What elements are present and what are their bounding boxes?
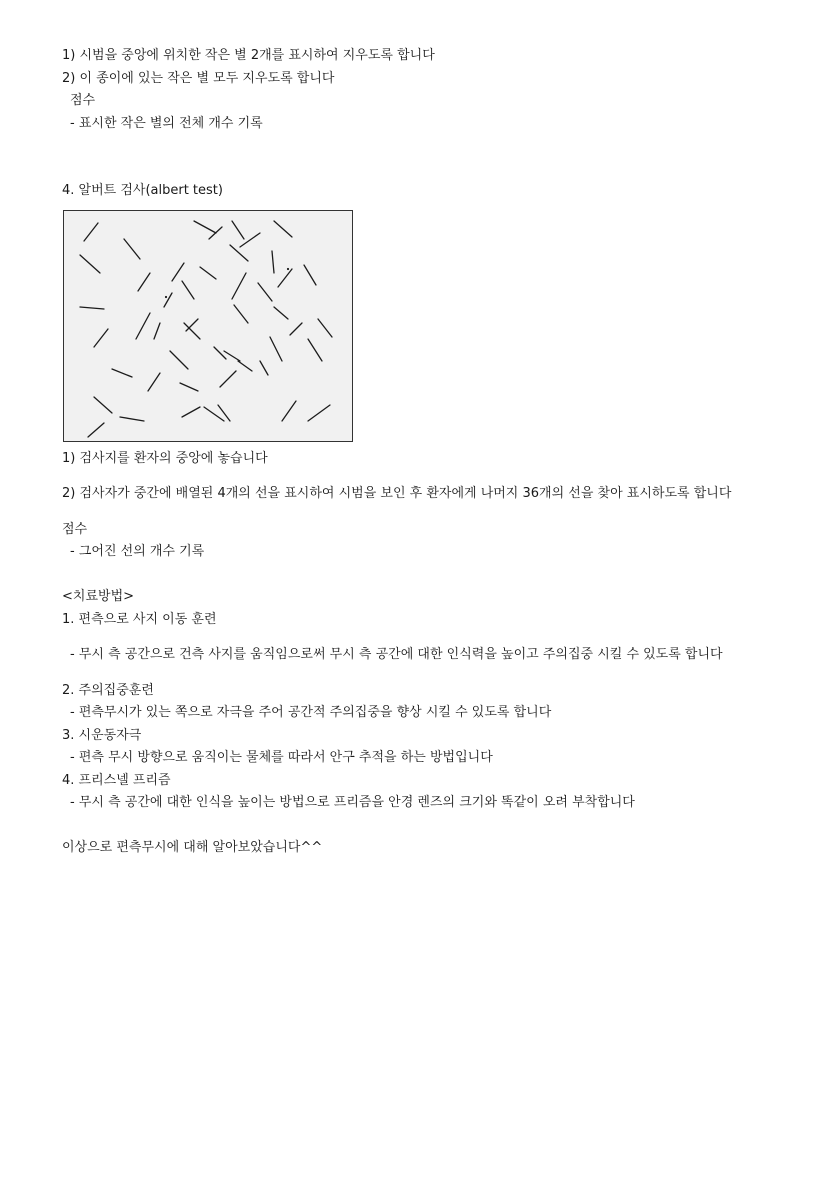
treatment-item-2-detail: - 편측무시가 있는 쪽으로 자극을 주어 공간적 주의집중을 향상 시킬 수 있도록 합니다 xyxy=(70,705,552,720)
albert-test-line xyxy=(84,223,98,241)
albert-test-line xyxy=(238,361,252,371)
albert-test-line xyxy=(182,407,200,417)
document-page xyxy=(62,45,797,860)
albert-test-line xyxy=(258,283,272,301)
albert-test-heading: 4. 알버트 검사(albert test) xyxy=(62,183,223,198)
albert-test-line xyxy=(170,351,188,369)
albert-test-line xyxy=(274,307,288,319)
albert-test-line xyxy=(290,323,302,335)
albert-test-line xyxy=(232,273,246,299)
albert-test-line xyxy=(182,281,194,299)
albert-test-line xyxy=(308,405,330,421)
treatment-item-1-title: 1. 편측으로 사지 이동 훈련 xyxy=(62,611,217,627)
treatment-item-3-title: 3. 시운동자극 xyxy=(62,727,142,743)
treatment-item-2-title: 2. 주의집중훈련 xyxy=(62,682,154,698)
albert-test-lines-image xyxy=(64,211,352,441)
albert-test-line xyxy=(94,329,108,347)
albert-test-line xyxy=(172,263,184,281)
albert-test-step-2: 2) 검사자가 중간에 배열된 4개의 선을 표시하여 시범을 보인 후 환자에게 나머지 36개의 선을 찾아 표시하도록 합니다 xyxy=(62,486,732,501)
star-test-score-label: 점수 xyxy=(70,93,96,108)
treatment-item-3-detail: - 편측 무시 방향으로 움직이는 물체를 따라서 안구 추적을 하는 방법입니다 xyxy=(70,750,493,765)
albert-test-line xyxy=(112,369,132,377)
albert-test-line xyxy=(88,423,104,437)
albert-test-line xyxy=(154,323,160,339)
albert-test-line xyxy=(209,227,222,239)
albert-test-line xyxy=(186,319,198,331)
albert-test-line xyxy=(308,339,322,361)
albert-test-line xyxy=(80,307,104,309)
closing-text: 이상으로 편측무시에 대해 알아보았습니다^^ xyxy=(62,840,323,855)
albert-test-line xyxy=(240,233,260,247)
albert-test-line xyxy=(318,319,332,337)
albert-test-line xyxy=(260,361,268,375)
albert-test-line xyxy=(230,245,248,261)
albert-test-line xyxy=(214,347,226,359)
albert-test-line xyxy=(80,255,100,273)
treatment-heading: <치료방법> xyxy=(62,589,135,604)
albert-test-score-detail: - 그어진 선의 개수 기록 xyxy=(70,544,205,559)
albert-test-line xyxy=(232,221,244,239)
albert-test-line xyxy=(272,251,274,273)
albert-test-line xyxy=(120,417,144,421)
albert-test-line xyxy=(278,269,292,287)
albert-test-dot xyxy=(165,295,167,297)
albert-test-line xyxy=(94,397,112,413)
treatment-item-4-detail: - 무시 측 공간에 대한 인식을 높이는 방법으로 프리즘을 안경 렌즈의 크기와 똑같이 오려 부착합니다 xyxy=(70,795,635,810)
albert-test-step-1: 1) 검사지를 환자의 중앙에 놓습니다 xyxy=(62,450,268,466)
albert-test-line xyxy=(124,239,140,259)
albert-test-score-label: 점수 xyxy=(62,521,88,537)
albert-test-line xyxy=(136,313,150,339)
treatment-item-4-title: 4. 프리스넬 프리즘 xyxy=(62,772,171,788)
albert-test-line xyxy=(200,267,216,279)
albert-test-line xyxy=(270,337,282,361)
albert-test-line xyxy=(194,221,216,233)
albert-test-line xyxy=(304,265,316,285)
albert-test-line xyxy=(234,305,248,323)
albert-test-line xyxy=(282,401,296,421)
albert-test-dot xyxy=(287,267,289,269)
albert-test-line xyxy=(164,293,172,307)
star-test-step-2: 2) 이 종이에 있는 작은 별 모두 지우도록 합니다 xyxy=(62,70,335,86)
star-test-step-1: 1) 시범을 중앙에 위치한 작은 별 2개를 표시하여 지우도록 합니다 xyxy=(62,48,435,63)
albert-test-line xyxy=(138,273,150,291)
star-test-score-detail: - 표시한 작은 별의 전체 개수 기록 xyxy=(70,115,263,131)
albert-test-line xyxy=(148,373,160,391)
albert-test-line xyxy=(180,383,198,391)
albert-test-line xyxy=(274,221,292,237)
albert-test-line xyxy=(220,371,236,387)
treatment-item-1-detail: - 무시 측 공간으로 건측 사지를 움직임으로써 무시 측 공간에 대한 인식력을 높이고 주의집중 시킬 수 있도록 합니다 xyxy=(70,647,723,662)
albert-test-figure xyxy=(63,210,353,442)
